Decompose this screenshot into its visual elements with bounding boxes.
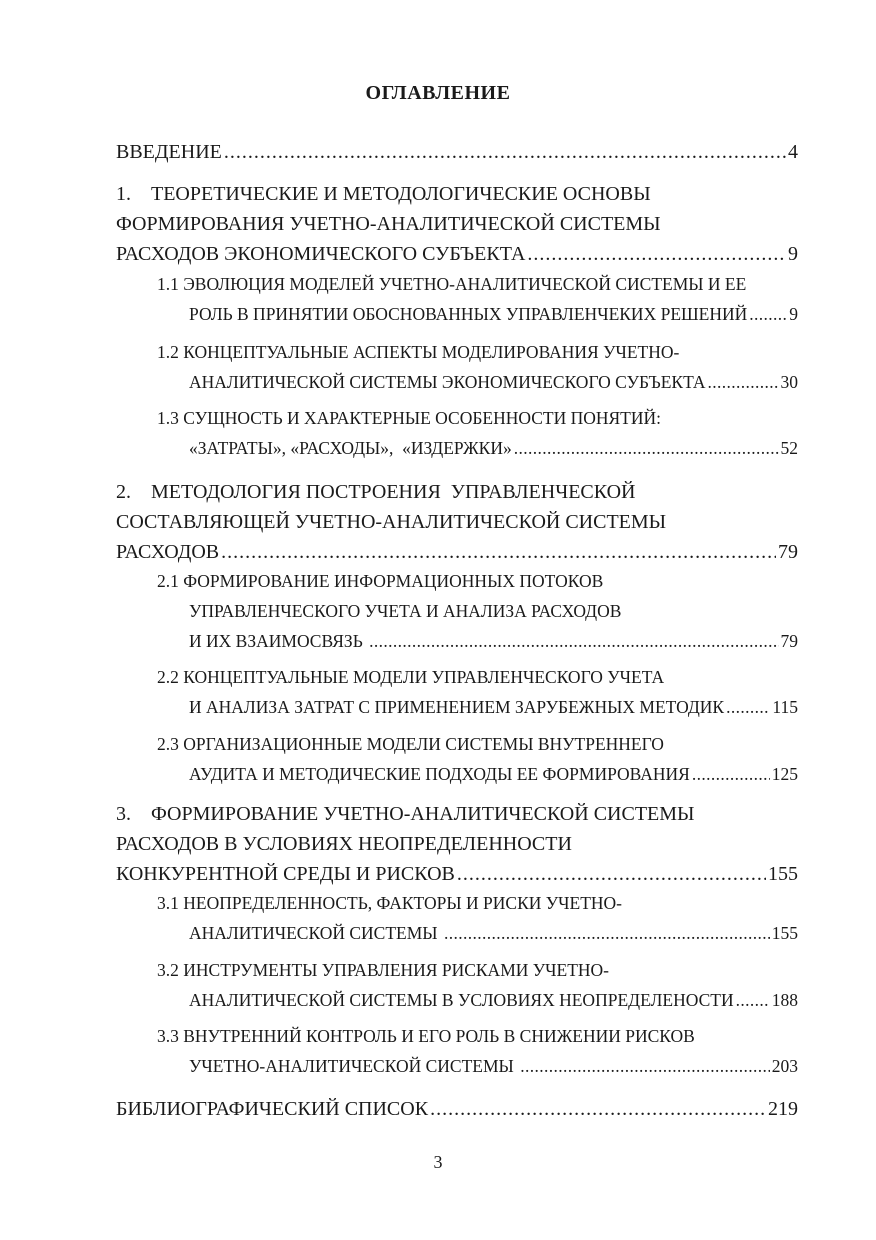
toc-label: УЧЕТНО-АНАЛИТИЧЕСКОЙ СИСТЕМЫ xyxy=(189,1056,519,1076)
toc-page-number: 203 xyxy=(771,1056,798,1076)
dot-leader xyxy=(749,299,787,329)
toc-page-number: 155 xyxy=(768,863,798,885)
toc-chapter-2[interactable] xyxy=(116,477,798,567)
toc-line xyxy=(157,759,798,789)
toc-line xyxy=(157,596,798,626)
toc-label: РАСХОДОВ В УСЛОВИЯХ НЕОПРЕДЕЛЕННОСТИ xyxy=(116,833,572,855)
toc-label: И АНАЛИЗА ЗАТРАТ С ПРИМЕНЕНИЕМ ЗАРУБЕЖНЫХ МЕТОДИК xyxy=(189,697,725,717)
toc-label: 1.2 КОНЦЕПТУАЛЬНЫЕ АСПЕКТЫ МОДЕЛИРОВАНИЯ УЧЕТНО- xyxy=(157,342,680,362)
toc-line xyxy=(157,337,798,367)
toc-line xyxy=(157,1021,798,1051)
toc-page-number: 115 xyxy=(772,697,798,717)
toc-label: 3. ФОРМИРОВАНИЕ УЧЕТНО-АНАЛИТИЧЕСКОЙ СИСТЕМЫ xyxy=(116,803,695,825)
dot-leader xyxy=(692,759,770,789)
toc-page-number: 155 xyxy=(771,923,798,943)
toc-line xyxy=(157,433,798,463)
toc-label: 2.2 КОНЦЕПТУАЛЬНЫЕ МОДЕЛИ УПРАВЛЕНЧЕСКОГО УЧЕТА xyxy=(157,667,665,687)
dot-leader xyxy=(221,537,776,567)
toc-page-number: 30 xyxy=(780,372,798,392)
dot-leader xyxy=(736,985,770,1015)
toc-section-3-1[interactable] xyxy=(157,888,798,948)
toc-page-number: 188 xyxy=(771,990,798,1010)
toc-label: 1.3 СУЩНОСТЬ И ХАРАКТЕРНЫЕ ОСОБЕННОСТИ ПОНЯТИЙ: xyxy=(157,408,661,428)
toc-label: КОНКУРЕНТНОЙ СРЕДЫ И РИСКОВ xyxy=(116,863,455,885)
toc-label: ВВЕДЕНИЕ xyxy=(116,141,222,163)
toc-line xyxy=(157,729,798,759)
toc-label: РОЛЬ В ПРИНЯТИИ ОБОСНОВАННЫХ УПРАВЛЕНЧЕКИХ РЕШЕНИЙ xyxy=(189,304,748,324)
toc-label: ФОРМИРОВАНИЯ УЧЕТНО-АНАЛИТИЧЕСКОЙ СИСТЕМЫ xyxy=(116,213,661,235)
toc-line xyxy=(116,239,798,269)
toc-section-1-1[interactable] xyxy=(157,269,798,329)
toc-chapter-1[interactable] xyxy=(116,179,798,269)
toc-page-number: 52 xyxy=(780,438,798,458)
toc-line xyxy=(116,179,798,209)
toc-page-number: 219 xyxy=(768,1098,798,1120)
page-title: ОГЛАВЛЕНИЕ xyxy=(365,82,511,104)
toc-line xyxy=(157,566,798,596)
toc-line xyxy=(157,955,798,985)
dot-leader xyxy=(369,626,778,656)
dot-leader xyxy=(457,859,766,889)
toc-line xyxy=(116,537,798,567)
dot-leader xyxy=(444,918,770,948)
toc-label: 2. МЕТОДОЛОГИЯ ПОСТРОЕНИЯ УПРАВЛЕНЧЕСКОЙ xyxy=(116,481,636,503)
toc-section-3-3[interactable] xyxy=(157,1021,798,1081)
toc-page-number: 125 xyxy=(771,764,798,784)
toc-label: АНАЛИТИЧЕСКОЙ СИСТЕМЫ xyxy=(189,923,442,943)
toc-section-3-2[interactable] xyxy=(157,955,798,1015)
toc-section-1-3[interactable] xyxy=(157,403,798,463)
dot-leader xyxy=(527,239,786,269)
dot-leader xyxy=(726,692,770,722)
toc-line xyxy=(157,403,798,433)
toc-label: СОСТАВЛЯЮЩЕЙ УЧЕТНО-АНАЛИТИЧЕСКОЙ СИСТЕМЫ xyxy=(116,511,667,533)
toc-page-number: 9 xyxy=(788,243,798,265)
toc-line xyxy=(116,137,798,167)
toc-line xyxy=(157,662,798,692)
toc-line xyxy=(116,209,798,239)
dot-leader xyxy=(514,433,779,463)
toc-page-number: 9 xyxy=(789,304,798,324)
toc-entry-intro[interactable] xyxy=(116,137,798,167)
toc-page-number: 79 xyxy=(778,541,798,563)
toc-label: РАСХОДОВ xyxy=(116,541,220,563)
toc-label: АУДИТА И МЕТОДИЧЕСКИЕ ПОДХОДЫ ЕЕ ФОРМИРОВАНИЯ xyxy=(189,764,690,784)
toc-line xyxy=(157,1051,798,1081)
dot-leader xyxy=(430,1094,766,1124)
toc-page-number: 4 xyxy=(788,141,798,163)
toc-line xyxy=(157,269,798,299)
toc-line xyxy=(157,692,798,722)
toc-label: 3.3 ВНУТРЕННИЙ КОНТРОЛЬ И ЕГО РОЛЬ В СНИЖЕНИИ РИСКОВ xyxy=(157,1026,695,1046)
toc-line xyxy=(157,918,798,948)
toc-line xyxy=(116,1094,798,1124)
toc-label: 2.1 ФОРМИРОВАНИЕ ИНФОРМАЦИОННЫХ ПОТОКОВ xyxy=(157,571,604,591)
dot-leader xyxy=(520,1051,770,1081)
toc-label: 2.3 ОРГАНИЗАЦИОННЫЕ МОДЕЛИ СИСТЕМЫ ВНУТРЕННЕГО xyxy=(157,734,664,754)
toc-line xyxy=(157,985,798,1015)
toc-label: И ИХ ВЗАИМОСВЯЗЬ xyxy=(189,631,368,651)
toc-section-1-2[interactable] xyxy=(157,337,798,397)
dot-leader xyxy=(708,367,779,397)
toc-line xyxy=(116,477,798,507)
toc-line xyxy=(157,367,798,397)
toc-chapter-3[interactable] xyxy=(116,799,798,889)
toc-section-2-1[interactable] xyxy=(157,566,798,656)
toc-line xyxy=(157,299,798,329)
toc-entry-bibliography[interactable] xyxy=(116,1094,798,1124)
toc-section-2-2[interactable] xyxy=(157,662,798,722)
toc-line xyxy=(157,626,798,656)
toc-label: АНАЛИТИЧЕСКОЙ СИСТЕМЫ ЭКОНОМИЧЕСКОГО СУБЪЕКТА xyxy=(189,372,706,392)
toc-label: БИБЛИОГРАФИЧЕСКИЙ СПИСОК xyxy=(116,1098,429,1120)
toc-line xyxy=(116,829,798,859)
toc-page-number: 79 xyxy=(780,631,798,651)
page-number: 3 xyxy=(433,1152,443,1172)
toc-line xyxy=(116,507,798,537)
toc-line xyxy=(157,888,798,918)
toc-section-2-3[interactable] xyxy=(157,729,798,789)
toc-label: УПРАВЛЕНЧЕСКОГО УЧЕТА И АНАЛИЗА РАСХОДОВ xyxy=(189,601,622,621)
toc-label: 3.1 НЕОПРЕДЕЛЕННОСТЬ, ФАКТОРЫ И РИСКИ УЧЕТНО- xyxy=(157,893,623,913)
toc-line xyxy=(116,859,798,889)
toc-label: 1.1 ЭВОЛЮЦИЯ МОДЕЛЕЙ УЧЕТНО-АНАЛИТИЧЕСКОЙ СИСТЕМЫ И ЕЕ xyxy=(157,274,747,294)
toc-label: РАСХОДОВ ЭКОНОМИЧЕСКОГО СУБЪЕКТА xyxy=(116,243,526,265)
toc-label: 3.2 ИНСТРУМЕНТЫ УПРАВЛЕНИЯ РИСКАМИ УЧЕТНО- xyxy=(157,960,610,980)
dot-leader xyxy=(224,137,786,167)
toc-label: АНАЛИТИЧЕСКОЙ СИСТЕМЫ В УСЛОВИЯХ НЕОПРЕДЕЛЕНОСТИ xyxy=(189,990,734,1010)
toc-line xyxy=(116,799,798,829)
toc-label: «ЗАТРАТЫ», «РАСХОДЫ», «ИЗДЕРЖКИ» xyxy=(189,438,512,458)
toc-label: 1. ТЕОРЕТИЧЕСКИЕ И МЕТОДОЛОГИЧЕСКИЕ ОСНОВЫ xyxy=(116,183,651,205)
